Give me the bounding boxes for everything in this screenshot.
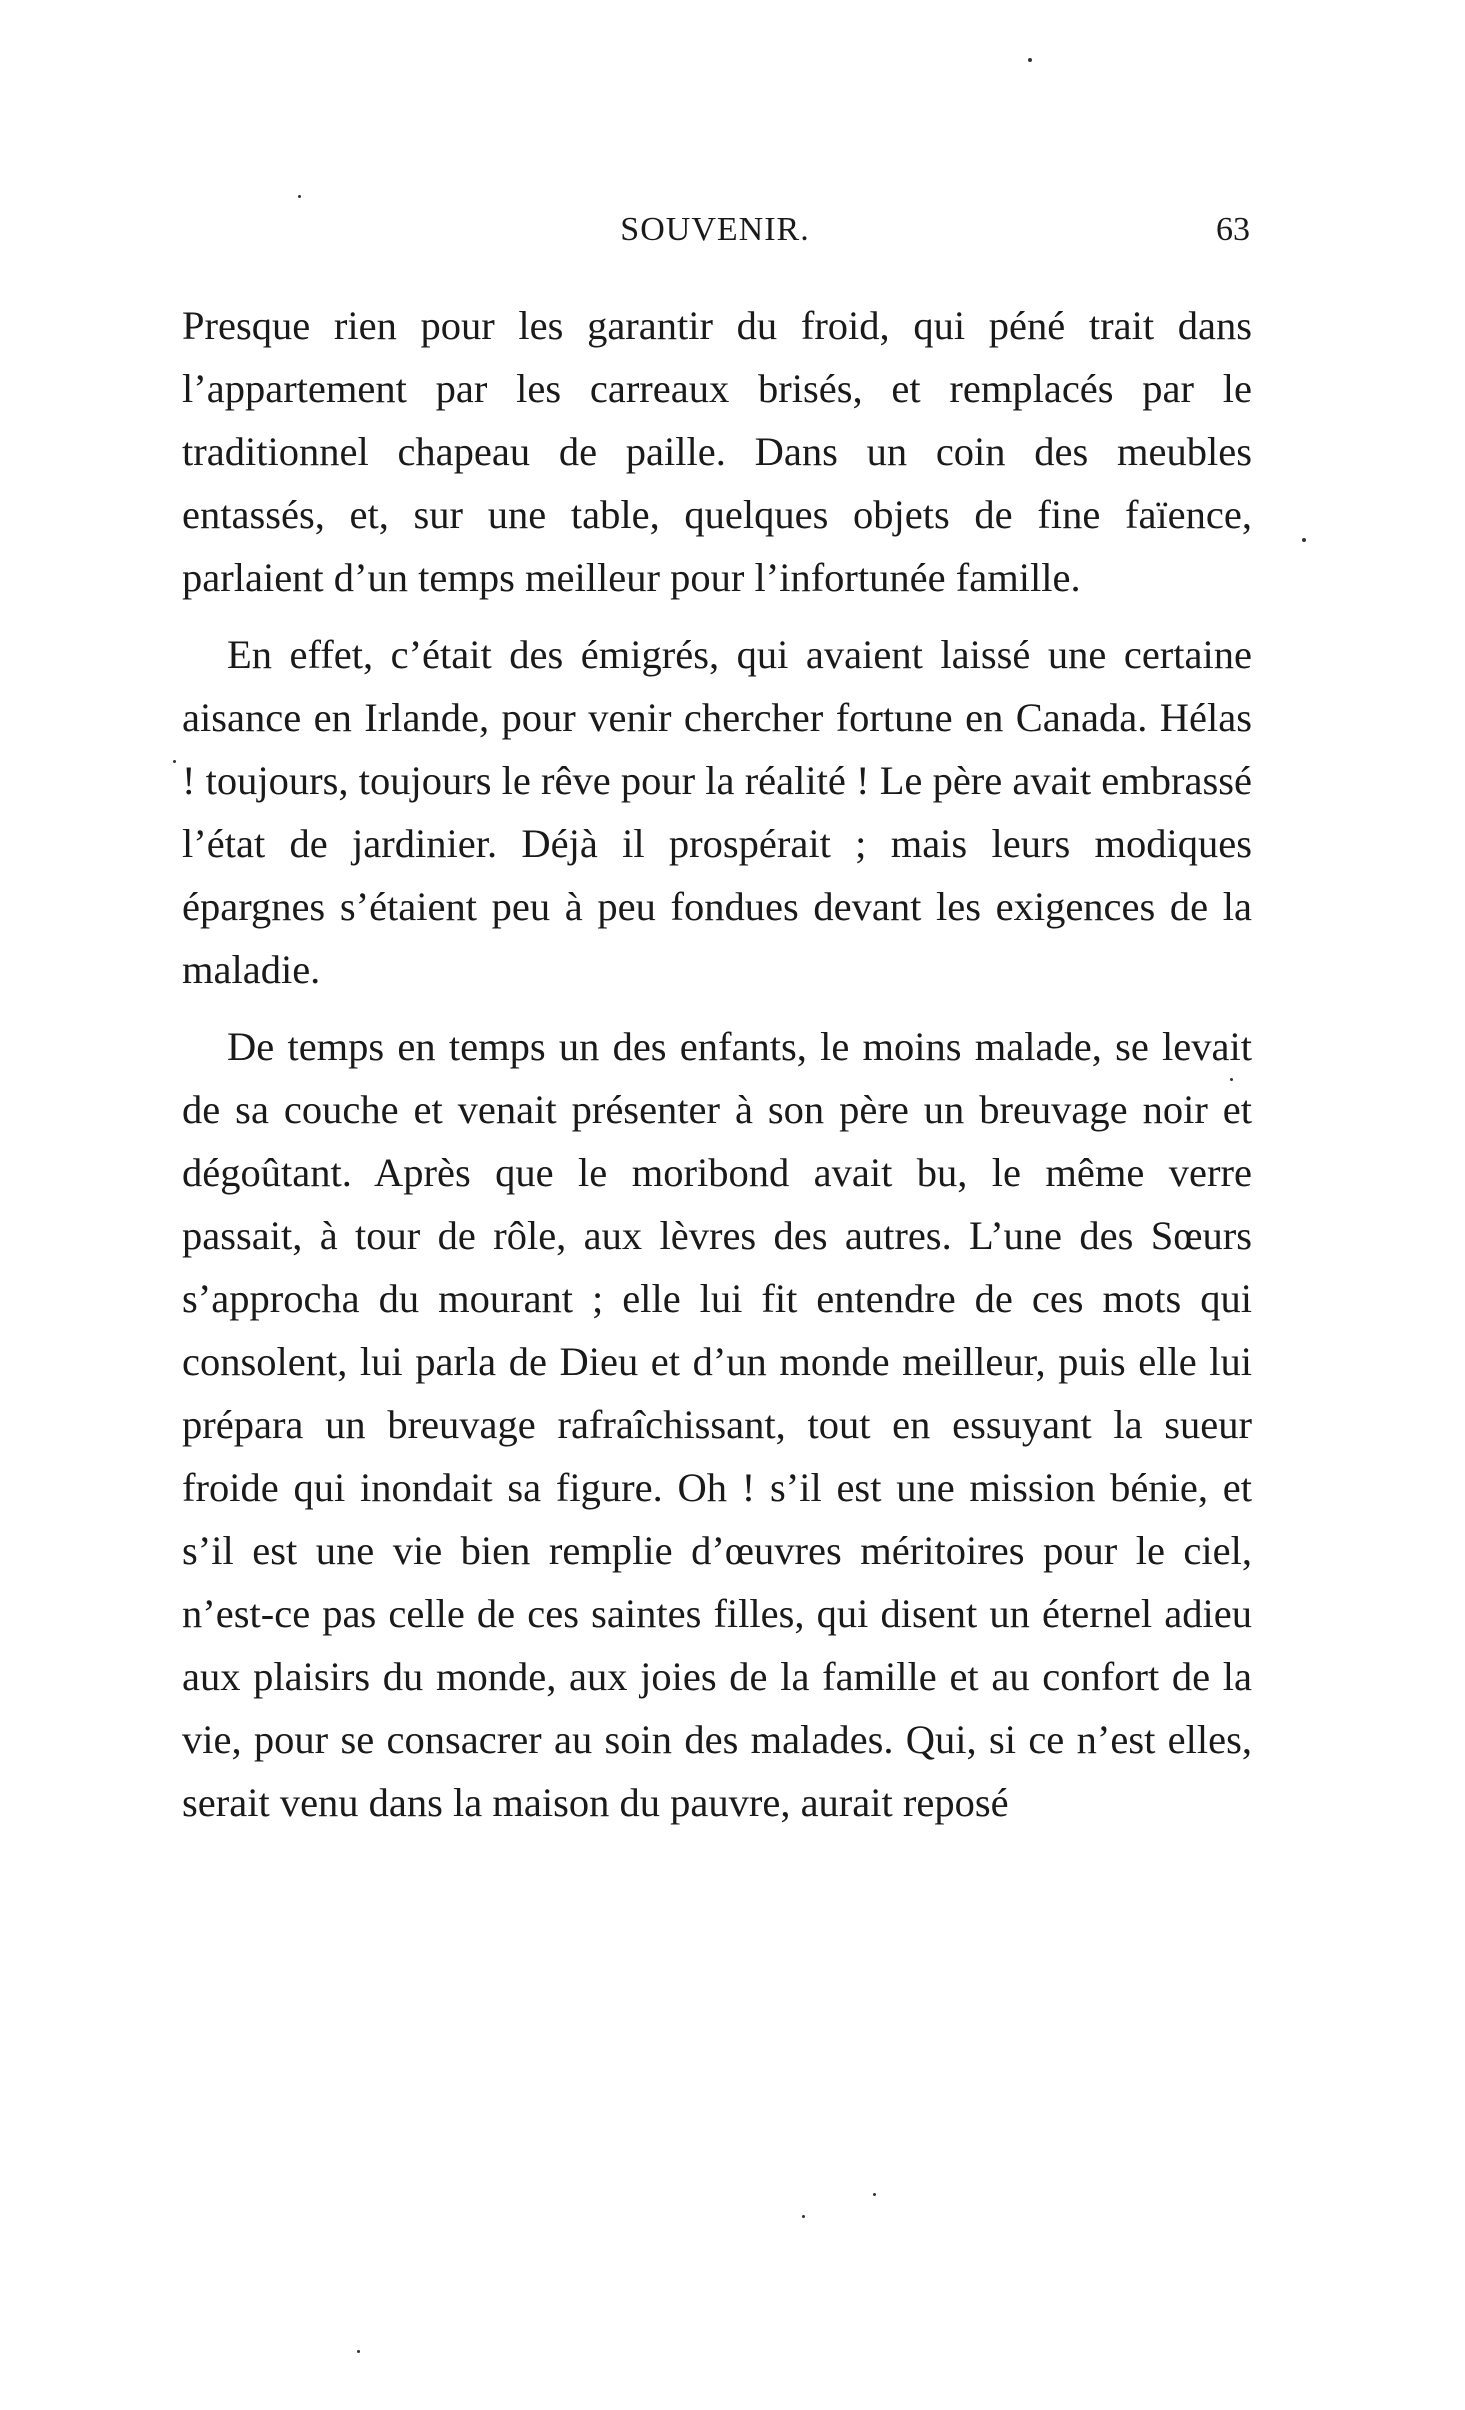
- paragraph-3: De temps en temps un des enfants, le moins malade, se levait de sa couche et venait présenter à son père un breuvage noir et dégoûtant. Après que le moribond avait bu, le même verre passait, à tour de rôle, aux lèvres des autres. L’une des Sœurs s’approcha du mourant ; elle lui fit entendre de ces mots qui consolent, lui parla de Dieu et d’un monde meilleur, puis elle lui prépara un breuvage rafraîchissant, tout en essuyant la sueur froide qui inondait sa figure. Oh ! s’il est une mission bénie, et s’il est une vie bien remplie d’œuvres méritoires pour le ciel, n’est-ce pas celle de ces saintes filles, qui disent un éternel adieu aux plaisirs du monde, aux joies de la famille et au confort de la vie, pour se consacrer au soin des malades. Qui, si ce n’est elles, serait venu dans la maison du pauvre, aurait reposé: [182, 1024, 1252, 1825]
- paper-speck: [1028, 58, 1032, 62]
- paper-speck: [1302, 538, 1306, 542]
- paper-speck: [802, 2215, 805, 2218]
- paragraph-2: En effet, c’était des émigrés, qui avaient laissé une certaine aisance en Irlande, pour venir chercher fortune en Canada. Hélas ! toujours, toujours le rêve pour la réalité ! Le père avait embrassé l’état de jardinier. Déjà il prospérait ; mais leurs modiques épargnes s’étaient peu à peu fondues devant les exigences de la maladie.: [182, 632, 1252, 992]
- page-number: 63: [1216, 211, 1250, 248]
- body-text: [182, 294, 1252, 1834]
- paper-speck: [873, 2193, 876, 2196]
- paragraph-1: Presque rien pour les garantir du froid, qui péné trait dans l’appartement par les carreaux brisés, et remplacés par le traditionnel chapeau de paille. Dans un coin des meubles entassés, et, sur une table, quelques objets de fine faïence, parlaient d’un temps meilleur pour l’infortunée famille.: [182, 303, 1252, 600]
- paper-speck: [173, 760, 176, 763]
- running-head: [180, 208, 1250, 252]
- paper-speck: [298, 195, 301, 198]
- paper-speck: [357, 2350, 360, 2353]
- running-title: SOUVENIR.: [620, 211, 810, 248]
- paper-speck: [1230, 1078, 1233, 1081]
